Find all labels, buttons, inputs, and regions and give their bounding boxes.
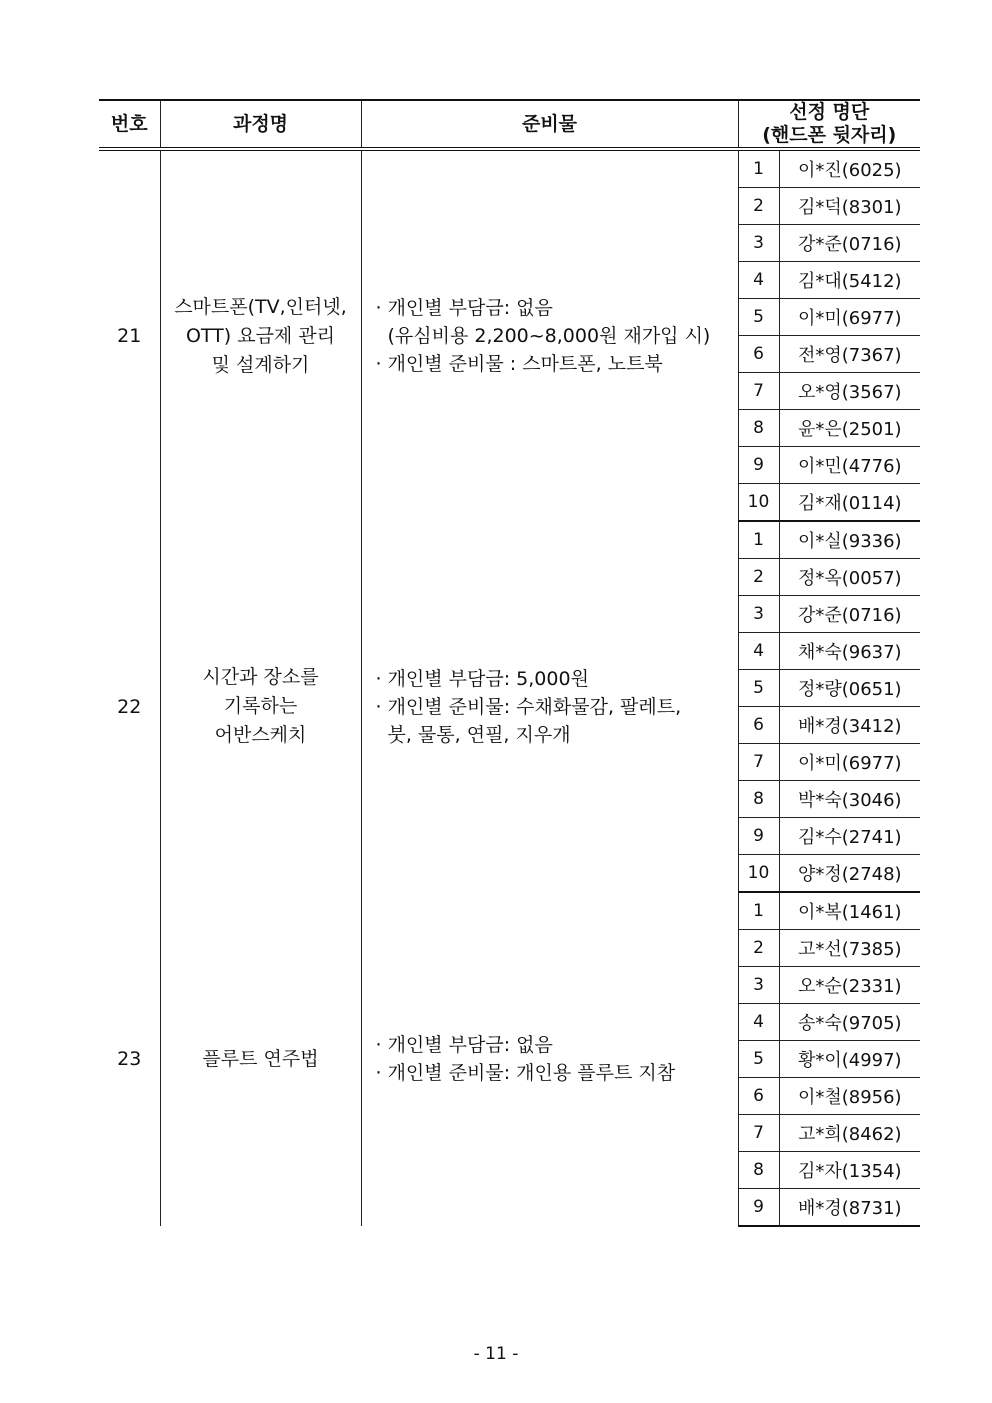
member-number: 1	[738, 892, 779, 930]
member-name: 강*준(0716)	[779, 596, 920, 633]
preparation-line: · 개인별 부담금: 없음	[375, 1034, 553, 1056]
header-selection-subtitle: (핸드폰 뒷자리)	[762, 124, 897, 146]
member-name: 박*숙(3046)	[779, 781, 920, 818]
member-name: 이*복(1461)	[779, 892, 920, 930]
member-name: 송*숙(9705)	[779, 1004, 920, 1041]
member-number: 5	[738, 299, 779, 336]
member-name: 이*미(6977)	[779, 299, 920, 336]
member-number: 9	[738, 1189, 779, 1227]
member-name: 김*덕(8301)	[779, 188, 920, 225]
member-name: 강*준(0716)	[779, 225, 920, 262]
page-number: - 11 -	[473, 1344, 519, 1364]
member-name: 김*재(0114)	[779, 484, 920, 522]
member-name: 고*희(8462)	[779, 1115, 920, 1152]
preparation-cell	[361, 892, 738, 1226]
member-number: 4	[738, 1004, 779, 1041]
member-name: 고*선(7385)	[779, 930, 920, 967]
course-number: 23	[99, 892, 160, 1226]
preparation-line: · 개인별 준비물 : 스마트폰, 노트북	[375, 353, 663, 375]
member-name: 김*자(1354)	[779, 1152, 920, 1189]
member-name: 오*순(2331)	[779, 967, 920, 1004]
member-number: 7	[738, 373, 779, 410]
member-name: 김*수(2741)	[779, 818, 920, 855]
member-number: 2	[738, 559, 779, 596]
header-course: 과정명	[160, 100, 361, 149]
table-row	[99, 149, 920, 188]
member-number: 3	[738, 596, 779, 633]
course-name	[160, 149, 361, 521]
member-name: 배*경(3412)	[779, 707, 920, 744]
member-number: 7	[738, 1115, 779, 1152]
course-number: 22	[99, 521, 160, 892]
course-name-line: 및 설계하기	[211, 353, 310, 376]
course-name-line: 기록하는	[223, 695, 298, 717]
member-name: 전*영(7367)	[779, 336, 920, 373]
member-number: 1	[738, 521, 779, 559]
member-number: 8	[738, 410, 779, 447]
preparation-line: · 개인별 부담금: 5,000원	[375, 667, 589, 690]
course-name-line: OTT) 요금제 관리	[185, 324, 336, 347]
member-name: 정*옥(0057)	[779, 559, 920, 596]
member-name: 이*진(6025)	[779, 149, 920, 188]
selection-table	[99, 99, 920, 1227]
member-name: 오*영(3567)	[779, 373, 920, 410]
header-number: 번호	[99, 100, 160, 149]
member-name: 이*민(4776)	[779, 447, 920, 484]
member-number: 7	[738, 744, 779, 781]
member-name: 김*대(5412)	[779, 262, 920, 299]
course-name-line: 플루트 연주법	[202, 1047, 319, 1070]
member-number: 2	[738, 930, 779, 967]
member-number: 6	[738, 336, 779, 373]
header-preparation: 준비물	[361, 100, 738, 149]
header-selection-title: 선정 명단	[789, 101, 870, 123]
member-number: 9	[738, 447, 779, 484]
member-name: 황*이(4997)	[779, 1041, 920, 1078]
table-body	[99, 149, 920, 1226]
table-row	[99, 521, 920, 559]
member-name: 윤*은(2501)	[779, 410, 920, 447]
header-selection	[738, 100, 920, 149]
member-number: 2	[738, 188, 779, 225]
course-name-line: 시간과 장소를	[202, 666, 319, 688]
member-number: 10	[738, 855, 779, 893]
member-name: 이*미(6977)	[779, 744, 920, 781]
member-name: 이*철(8956)	[779, 1078, 920, 1115]
member-number: 6	[738, 1078, 779, 1115]
member-number: 5	[738, 1041, 779, 1078]
preparation-line: · 개인별 부담금: 없음	[375, 297, 553, 319]
member-number: 8	[738, 781, 779, 818]
member-number: 9	[738, 818, 779, 855]
member-number: 4	[738, 633, 779, 670]
preparation-line: · 개인별 준비물: 개인용 플루트 지참	[375, 1062, 676, 1084]
preparation-line: 붓, 물통, 연필, 지우개	[387, 723, 571, 746]
member-number: 6	[738, 707, 779, 744]
preparation-cell	[361, 149, 738, 521]
member-number: 3	[738, 225, 779, 262]
preparation-cell	[361, 521, 738, 892]
member-number: 10	[738, 484, 779, 522]
table-row	[99, 892, 920, 930]
member-number: 8	[738, 1152, 779, 1189]
course-number: 21	[99, 149, 160, 521]
member-name: 채*숙(9637)	[779, 633, 920, 670]
member-name: 배*경(8731)	[779, 1189, 920, 1227]
course-name-line: 어반스케치	[214, 724, 307, 746]
course-name	[160, 521, 361, 892]
course-name-line: 스마트폰(TV,인터넷,	[174, 295, 347, 318]
preparation-line: (유심비용 2,200~8,000원 재가입 시)	[387, 325, 711, 347]
course-name	[160, 892, 361, 1226]
member-name: 정*량(0651)	[779, 670, 920, 707]
member-number: 5	[738, 670, 779, 707]
member-number: 4	[738, 262, 779, 299]
member-number: 3	[738, 967, 779, 1004]
preparation-line: · 개인별 준비물: 수채화물감, 팔레트,	[375, 695, 682, 718]
member-name: 양*정(2748)	[779, 855, 920, 893]
member-number: 1	[738, 149, 779, 188]
member-name: 이*실(9336)	[779, 521, 920, 559]
header-row	[99, 100, 920, 149]
